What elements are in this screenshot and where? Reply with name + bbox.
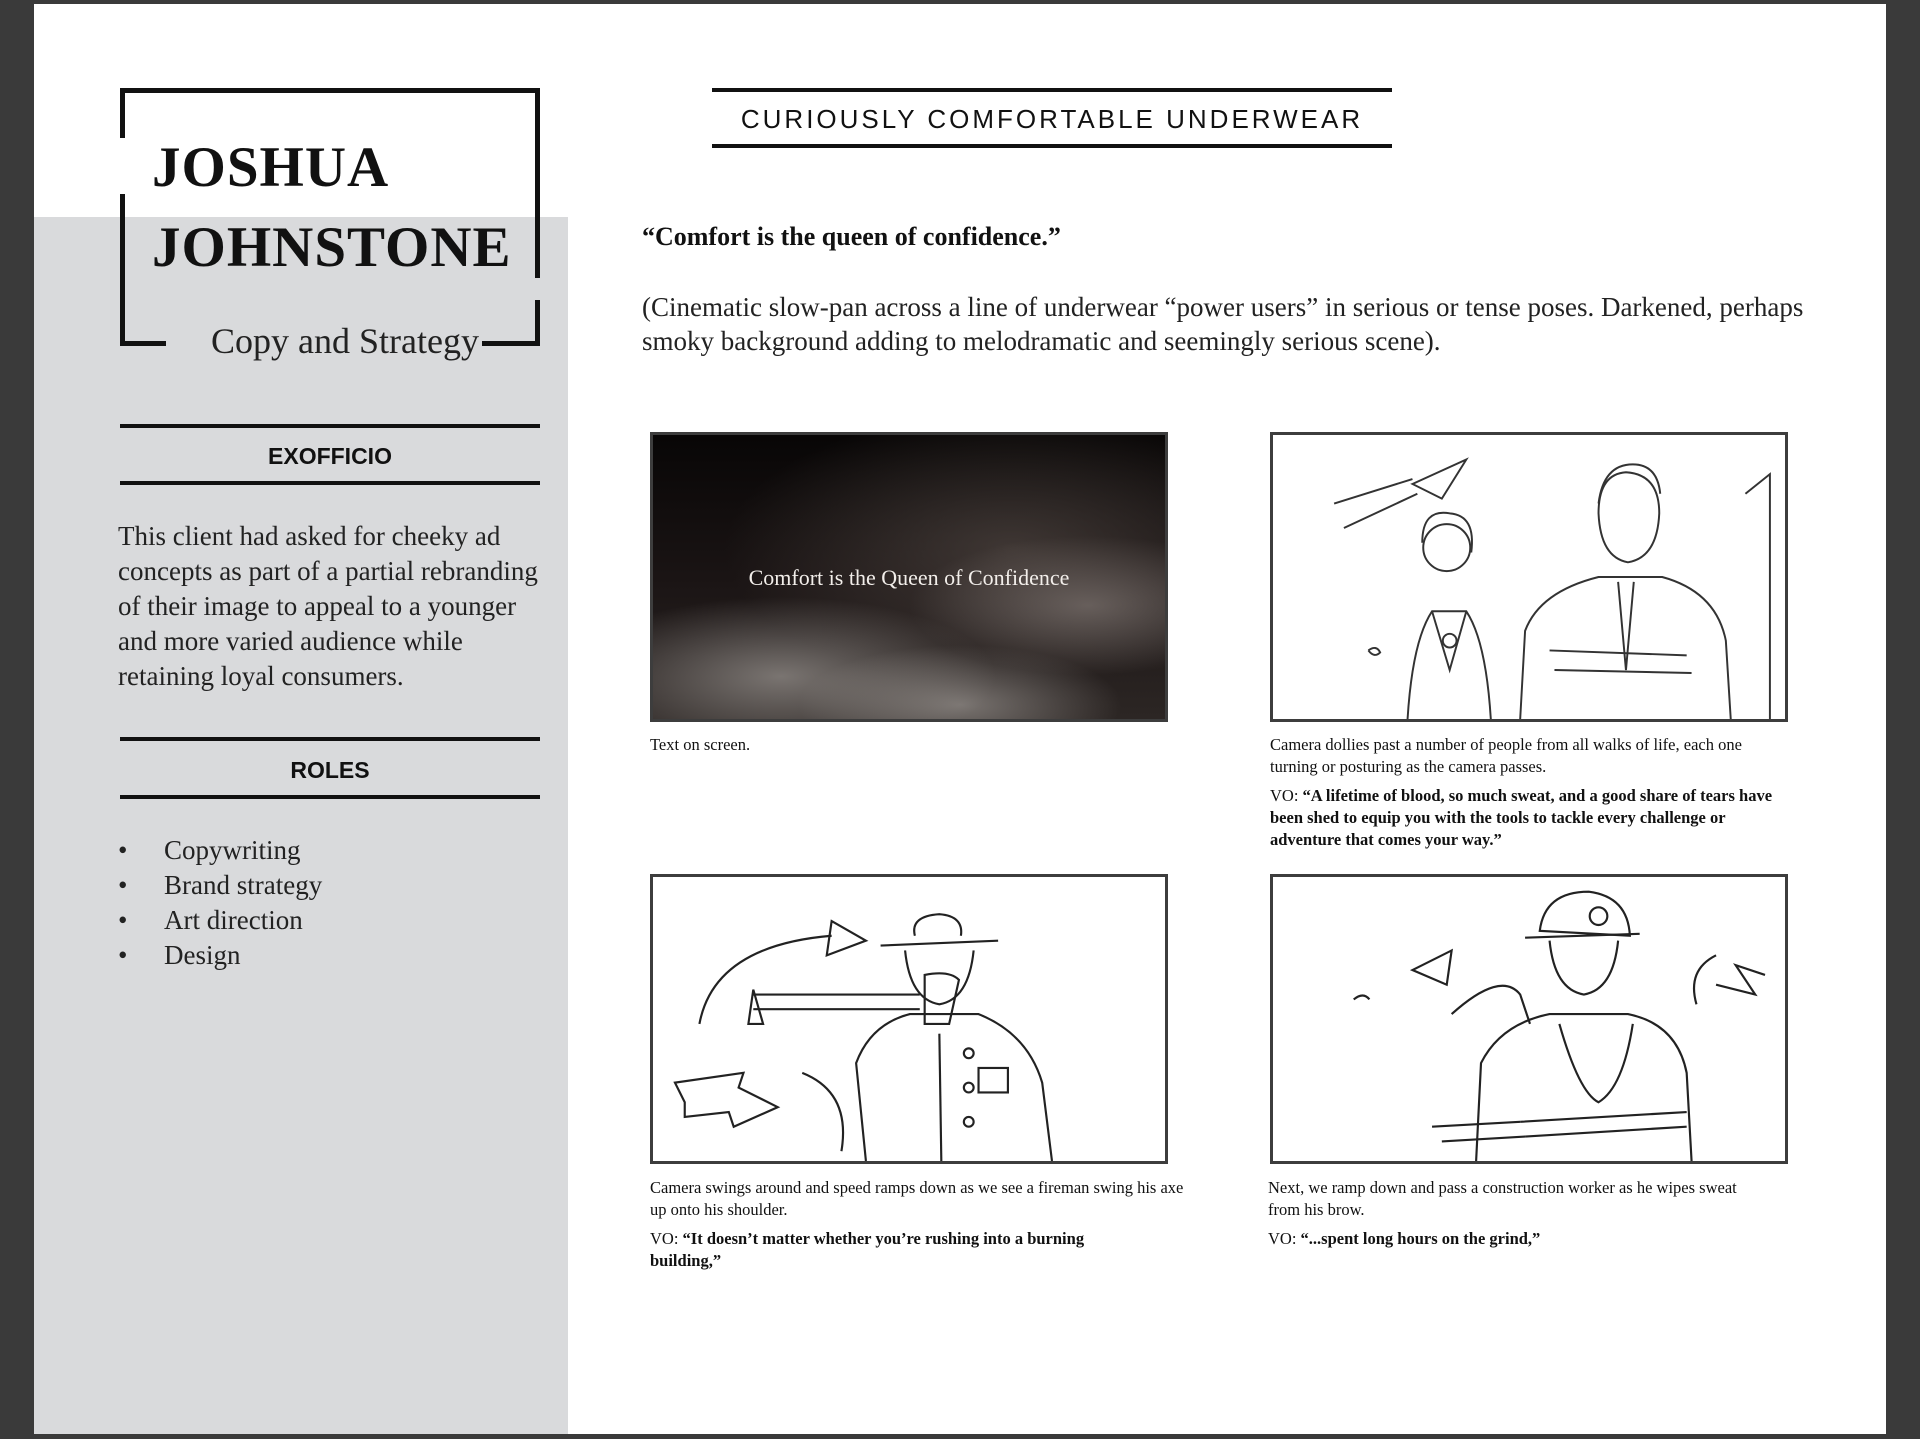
divider	[120, 481, 540, 485]
roles-heading: ROLES	[290, 757, 370, 783]
storyboard-frame-sketch-worker	[1270, 874, 1788, 1164]
role-label: Design	[164, 940, 241, 970]
vo-text: “A lifetime of blood, so much sweat, and a good share of tears have been shed to equip you with the tools to tackle every challenge or adventure that comes your way.”	[1270, 786, 1773, 849]
divider	[120, 424, 540, 428]
storyboard-frame-sketch-fireman	[650, 874, 1168, 1164]
divider	[712, 88, 1392, 92]
divider	[120, 737, 540, 741]
divider	[120, 795, 540, 799]
role-label: Copywriting	[164, 835, 301, 865]
name-first: JOSHUA	[152, 136, 390, 199]
list-item	[118, 868, 322, 903]
list-item	[118, 833, 322, 868]
vo-prefix: VO:	[650, 1229, 683, 1248]
frame-caption: Camera swings around and speed ramps down as we see a fireman swing his axe up onto his shoulder.	[650, 1178, 1184, 1219]
role-label: Art direction	[164, 905, 303, 935]
vo-text: “It doesn’t matter whether you’re rushing into a burning building,”	[650, 1229, 1085, 1270]
frame-caption: Text on screen.	[650, 735, 751, 754]
tagline: “Comfort is the queen of confidence.”	[642, 222, 1061, 251]
sketch-illustration	[1273, 435, 1785, 719]
bullet-icon: •	[118, 870, 128, 900]
designer-name	[152, 128, 512, 288]
list-item	[118, 938, 322, 973]
client-description: This client had asked for cheeky ad concepts as part of a partial rebranding of their image to appeal to a younger and more varied audience while retaining loyal consumers.	[118, 521, 538, 691]
bullet-icon: •	[118, 835, 128, 865]
frame-caption: Next, we ramp down and pass a construction worker as he wipes sweat from his brow.	[1268, 1178, 1737, 1219]
frame-caption: Camera dollies past a number of people from all walks of life, each one turning or posturing as the camera passes.	[1270, 735, 1742, 776]
scene-description: (Cinematic slow-pan across a line of underwear “power users” in serious or tense poses. Darkened, perhaps smoky background adding to melodramatic and seemingly serious scene).	[642, 292, 1804, 356]
list-item	[118, 903, 322, 938]
role-label: Brand strategy	[164, 870, 323, 900]
voiceover-line	[650, 1228, 1130, 1272]
bullet-icon: •	[118, 940, 128, 970]
voiceover-line	[1270, 785, 1790, 851]
on-screen-text: Comfort is the Queen of Confidence	[748, 565, 1070, 590]
client-heading: EXOFFICIO	[268, 443, 392, 469]
roles-list	[118, 833, 322, 973]
storyboard-frame-title-card	[650, 432, 1168, 722]
storyboard-frame-sketch-people	[1270, 432, 1788, 722]
sidebar-panel	[34, 217, 568, 1434]
portfolio-page	[34, 4, 1886, 1434]
vo-prefix: VO:	[1268, 1229, 1301, 1248]
sketch-illustration	[1273, 877, 1785, 1161]
sketch-illustration	[653, 877, 1165, 1161]
vo-text: “...spent long hours on the grind,”	[1300, 1229, 1541, 1248]
name-last: JOHNSTONE	[152, 216, 512, 279]
campaign-title: CURIOUSLY COMFORTABLE UNDERWEAR	[740, 104, 1364, 134]
vo-prefix: VO:	[1270, 786, 1303, 805]
voiceover-line	[1268, 1228, 1748, 1250]
bullet-icon: •	[118, 905, 128, 935]
designer-subtitle: Copy and Strategy	[211, 321, 479, 361]
divider	[712, 144, 1392, 148]
